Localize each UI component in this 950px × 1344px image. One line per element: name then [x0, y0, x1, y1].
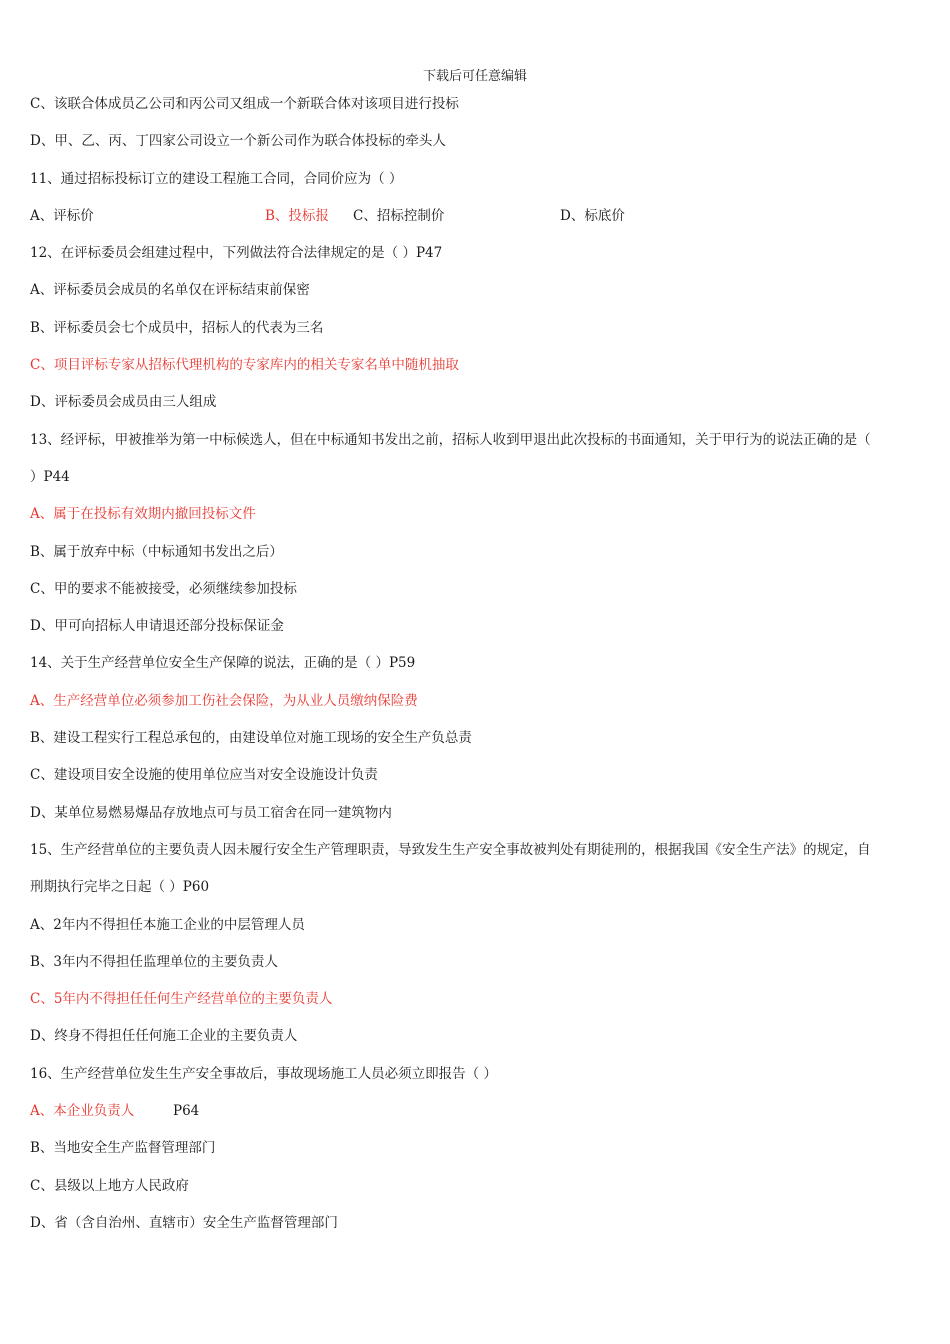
question-16: 16、生产经营单位发生生产安全事故后，事故现场施工人员必须立即报告（ ）: [30, 1065, 497, 1082]
option-b-answer: B、投标报: [265, 207, 329, 224]
option-d: D、终身不得担任任何施工企业的主要负责人: [30, 1028, 298, 1045]
option-d: D、甲可向招标人申请退还部分投标保证金: [30, 618, 284, 635]
page-header: 下载后可任意编辑: [422, 69, 527, 84]
question-15-continued: 刑期执行完毕之日起（ ）P60: [30, 879, 210, 896]
option-c: C、甲的要求不能被接受，必须继续参加投标: [30, 580, 297, 597]
question-12: 12、在评标委员会组建过程中，下列做法符合法律规定的是（ ）P47: [30, 245, 443, 262]
option-b: B、属于放弃中标（中标通知书发出之后）: [30, 543, 283, 560]
question-11-options: [30, 203, 935, 240]
question-13: 13、经评标，甲被推举为第一中标候选人，但在中标通知书发出之前，招标人收到甲退出此次投标的书面通知，关于甲行为的说法正确的是（: [30, 431, 871, 448]
option-b: B、3年内不得担任监理单位的主要负责人: [30, 953, 279, 970]
option-b: B、建设工程实行工程总承包的，由建设单位对施工现场的安全生产负总责: [30, 730, 472, 747]
option-a: A、评标价: [30, 207, 94, 224]
question-14: 14、关于生产经营单位安全生产保障的说法，正确的是（ ）P59: [30, 655, 416, 672]
document-body: [30, 91, 935, 1247]
option-c-answer: C、5年内不得担任任何生产经营单位的主要负责人: [30, 991, 333, 1008]
question-11: 11、通过招标投标订立的建设工程施工合同，合同价应为（ ）: [30, 170, 403, 187]
option-a-answer: A、属于在投标有效期内撤回投标文件: [30, 506, 256, 523]
option-a: A、评标委员会成员的名单仅在评标结束前保密: [30, 282, 310, 299]
option-d: D、评标委员会成员由三人组成: [30, 394, 217, 411]
option-a: A、2年内不得担任本施工企业的中层管理人员: [30, 916, 305, 933]
option-a-answer: A、本企业负责人: [30, 1103, 135, 1120]
option-b: B、评标委员会七个成员中，招标人的代表为三名: [30, 319, 324, 336]
option-d: D、省（含自治州、直辖市）安全生产监督管理部门: [30, 1214, 338, 1231]
option-d: D、标底价: [560, 207, 625, 224]
option-b: B、当地安全生产监督管理部门: [30, 1140, 216, 1157]
option-c: C、该联合体成员乙公司和丙公司又组成一个新联合体对该项目进行投标: [30, 96, 459, 112]
question-16-answer: [30, 1098, 935, 1135]
question-13-continued: ）P44: [30, 468, 70, 485]
question-15: 15、生产经营单位的主要负责人因未履行安全生产管理职责，导致发生生产安全事故被判处有期徒刑的，根据我国《安全生产法》的规定，自: [30, 841, 871, 858]
option-c: C、县级以上地方人民政府: [30, 1177, 189, 1194]
option-c-answer: C、项目评标专家从招标代理机构的专家库内的相关专家名单中随机抽取: [30, 357, 459, 374]
option-d: D、某单位易燃易爆品存放地点可与员工宿舍在同一建筑物内: [30, 804, 392, 821]
page-reference: P64: [173, 1103, 200, 1120]
option-d: D、甲、乙、丙、丁四家公司设立一个新公司作为联合体投标的牵头人: [30, 133, 446, 150]
option-a-answer: A、生产经营单位必须参加工伤社会保险，为从业人员缴纳保险费: [30, 692, 418, 709]
option-c: C、建设项目安全设施的使用单位应当对安全设施设计负责: [30, 767, 378, 784]
option-c: C、招标控制价: [353, 207, 445, 224]
